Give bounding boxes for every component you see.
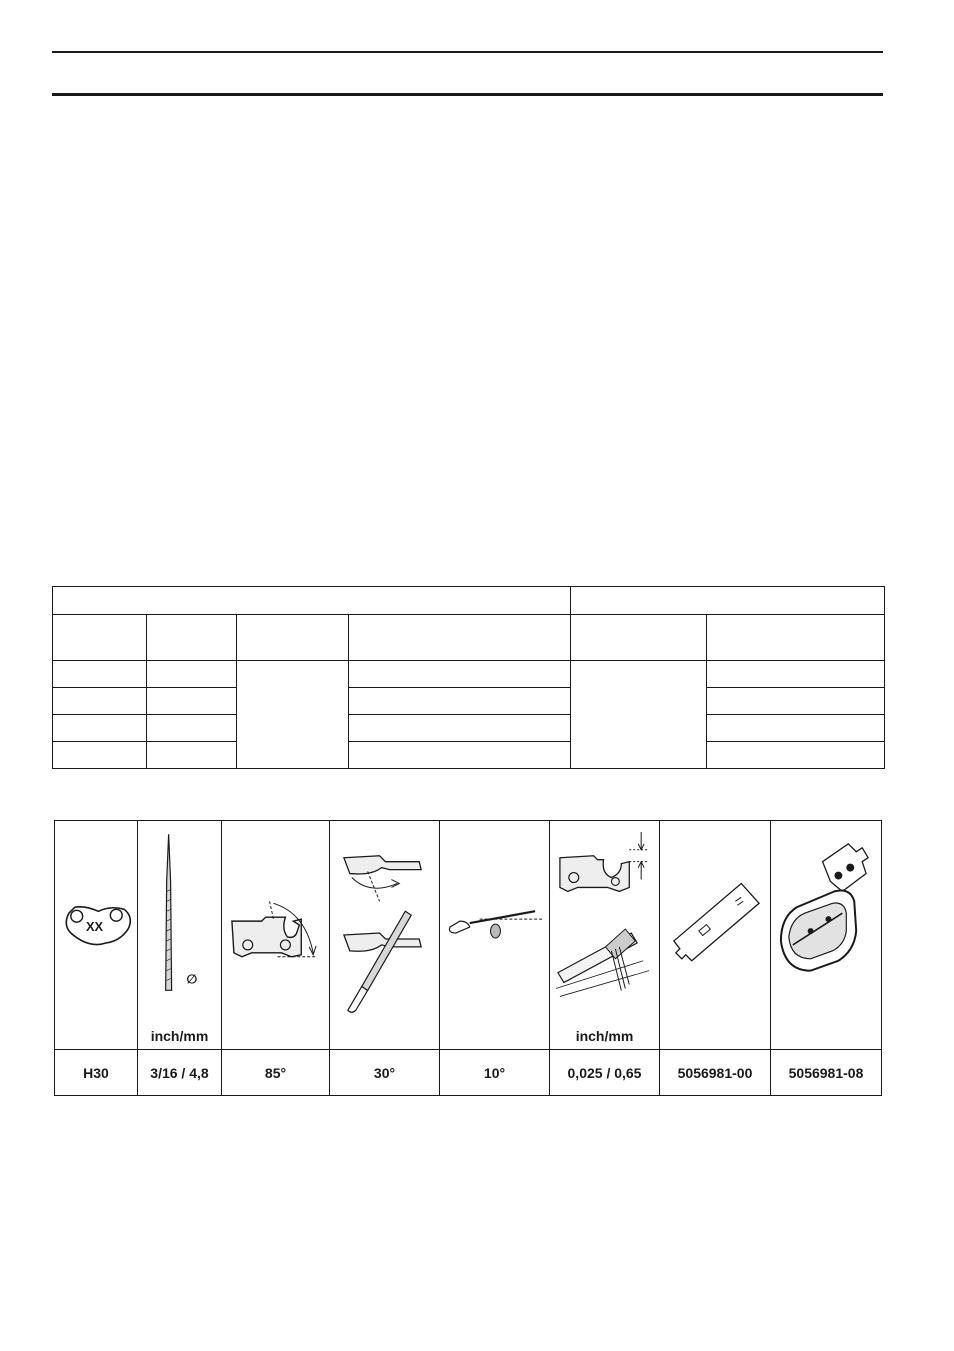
spec-table-header-cell	[237, 615, 349, 661]
spec-table-merged-cell	[571, 661, 707, 769]
file-holder-angle-cell	[440, 821, 550, 1050]
depth-gauge-setting-icon	[550, 821, 659, 1049]
spec-table-header-cell	[349, 615, 571, 661]
filing-angle-icon	[330, 821, 439, 1049]
spec-table-cell	[349, 715, 571, 742]
top-plate-angle-icon	[222, 821, 329, 1049]
spec-table-merged-cell	[237, 661, 349, 769]
depth-gauge-tool-cell	[660, 821, 771, 1050]
spec-table-cell	[707, 688, 885, 715]
spec-table-cell	[53, 715, 147, 742]
value-depth-gauge-tool: 5056981-00	[660, 1050, 771, 1096]
spec-table-cell	[147, 742, 237, 769]
file-holder-angle-icon	[440, 821, 549, 1049]
depth-gauge-tool-icon	[660, 821, 770, 1049]
diameter-symbol: ∅	[186, 972, 198, 988]
round-file-cell	[138, 821, 222, 1050]
round-file-icon	[138, 821, 221, 1049]
spec-table-cell	[53, 661, 147, 688]
depth-gauge-setting-cell	[550, 821, 660, 1050]
value-chain-code: H30	[55, 1050, 138, 1096]
spec-table	[52, 586, 885, 769]
value-filing-angle: 30°	[330, 1050, 440, 1096]
filing-gauge-icon	[771, 821, 881, 1049]
value-top-plate-angle: 85°	[222, 1050, 330, 1096]
value-filing-gauge: 5056981-08	[771, 1050, 882, 1096]
spec-table-header-cell	[571, 615, 707, 661]
spec-table-cell	[349, 742, 571, 769]
spec-table-cell	[707, 661, 885, 688]
header-rule-bottom	[52, 93, 883, 96]
sharpening-table	[54, 820, 882, 1096]
spec-table-cell	[349, 661, 571, 688]
spec-table-group-2	[571, 587, 885, 615]
chain-link-marking-cell	[55, 821, 138, 1050]
spec-table-cell	[707, 715, 885, 742]
spec-table-cell	[53, 688, 147, 715]
spec-table-cell	[707, 742, 885, 769]
spec-table-cell	[147, 661, 237, 688]
marking-text: XX	[85, 919, 104, 935]
spec-table-header-cell	[707, 615, 885, 661]
spec-table-header-cell	[147, 615, 237, 661]
filing-angle-cell	[330, 821, 440, 1050]
value-depth-gauge-setting: 0,025 / 0,65	[550, 1050, 660, 1096]
depth-unit-label: inch/mm	[575, 1028, 634, 1044]
top-plate-angle-cell	[222, 821, 330, 1050]
spec-table-cell	[147, 688, 237, 715]
value-file-diameter: 3/16 / 4,8	[138, 1050, 222, 1096]
spec-table-cell	[147, 715, 237, 742]
header-rule-top	[52, 51, 883, 53]
value-file-holder-angle: 10°	[440, 1050, 550, 1096]
chain-link-marking-icon	[55, 821, 137, 1049]
spec-table-group-1	[53, 587, 571, 615]
filing-gauge-cell	[771, 821, 882, 1050]
spec-table-cell	[53, 742, 147, 769]
spec-table-header-cell	[53, 615, 147, 661]
spec-table-cell	[349, 688, 571, 715]
file-unit-label: inch/mm	[150, 1028, 209, 1044]
